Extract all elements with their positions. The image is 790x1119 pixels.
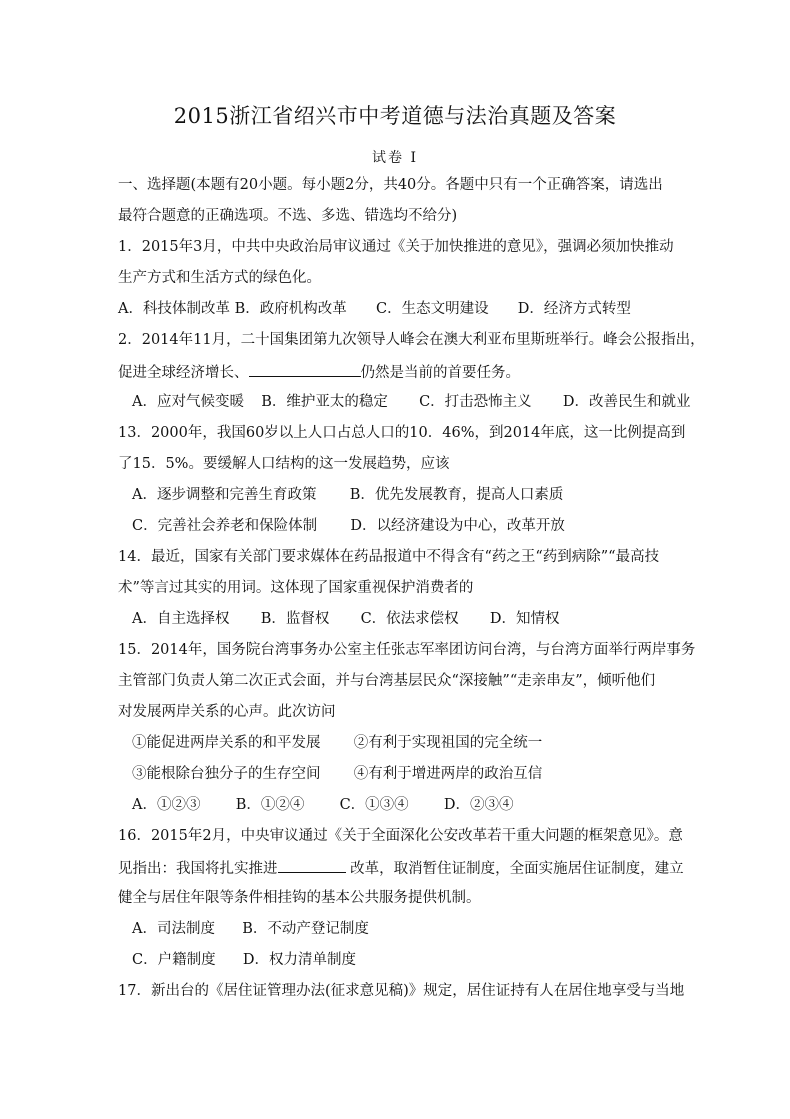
question-2-line-2 bbox=[118, 362, 520, 382]
q13-option-b: B．优先发展教育，提高人口素质 bbox=[349, 487, 564, 503]
question-13-line-1: 13．2000年，我国60岁以上人口占总人口的10．46%，到2014年底，这一比例提高到 bbox=[118, 425, 686, 441]
q15-option-c: C．①③④ bbox=[339, 797, 409, 813]
q1-option-a: A．科技体制改革 bbox=[118, 301, 230, 317]
q16-option-a: A．司法制度 bbox=[132, 921, 215, 937]
q15-option-b: B．①②④ bbox=[235, 797, 305, 813]
question-15-options bbox=[132, 796, 514, 814]
q2-option-a: A．应对气候变暖 bbox=[132, 394, 244, 410]
question-16-line-2 bbox=[118, 858, 684, 878]
question-2-line-1: 2．2014年11月，二十国集团第九次领导人峰会在澳大利亚布里斯班举行。峰会公报指出， bbox=[118, 332, 705, 348]
question-1-line-2: 生产方式和生活方式的绿色化。 bbox=[118, 270, 321, 286]
q1-option-c: C．生态文明建设 bbox=[375, 301, 489, 317]
question-17-line-1: 17．新出台的《居住证管理办法(征求意见稿)》规定，居住证持有人在居住地享受与当地 bbox=[118, 983, 685, 999]
q13-option-a: A．逐步调整和完善生育政策 bbox=[132, 487, 317, 503]
q13-option-d: D．以经济建设为中心，改革开放 bbox=[350, 518, 565, 534]
q2-text-after-blank: 仍然是当前的首要任务。 bbox=[360, 365, 520, 381]
question-15-items-12 bbox=[132, 734, 542, 752]
question-13-options-ab bbox=[132, 486, 563, 504]
q15-item-2: ②有利于实现祖国的完全统一 bbox=[353, 735, 543, 751]
question-15-items-34 bbox=[132, 765, 542, 783]
question-16-line-1: 16．2015年2月，中央审议通过《关于全面深化公安改革若干重大问题的框架意见》。意 bbox=[118, 828, 683, 844]
q16-option-d: D．权力清单制度 bbox=[242, 952, 356, 968]
q13-option-c: C．完善社会养老和保险体制 bbox=[132, 518, 318, 534]
q14-option-d: D．知情权 bbox=[489, 611, 560, 627]
q14-option-b: B．监督权 bbox=[260, 611, 330, 627]
q2-option-c: C．打击恐怖主义 bbox=[419, 394, 532, 410]
q16-option-c: C．户籍制度 bbox=[132, 952, 216, 968]
q2-answer-blank bbox=[249, 362, 361, 377]
section-instructions-line-2: 最符合题意的正确选项。不选、多选、错选均不给分) bbox=[118, 208, 458, 224]
q2-option-b: B．维护亚太的稳定 bbox=[261, 394, 388, 410]
q15-item-1: ①能促进两岸关系的和平发展 bbox=[132, 735, 321, 751]
question-15-line-3: 对发展两岸关系的心声。此次访问 bbox=[118, 704, 336, 720]
question-14-line-1: 14．最近，国家有关部门要求媒体在药品报道中不得含有“药之王“药到病除”“最高技 bbox=[118, 549, 660, 565]
question-15-line-2: 主管部门负责人第二次正式会面，并与台湾基层民众“深接触”“走亲串友”，倾听他们 bbox=[118, 673, 656, 689]
question-15-line-1: 15．2014年，国务院台湾事务办公室主任张志军率团访问台湾，与台湾方面举行两岸事务 bbox=[118, 642, 696, 658]
question-14-options bbox=[132, 610, 560, 628]
q15-option-d: D．②③④ bbox=[443, 797, 514, 813]
question-1-line-1: 1．2015年3月，中共中央政治局审议通过《关于加快推进的意见》，强调必须加快推动 bbox=[118, 239, 674, 255]
q1-option-d: D．经济方式转型 bbox=[517, 301, 631, 317]
paper-subtitle: 试卷 I bbox=[372, 150, 418, 166]
q16-answer-blank bbox=[278, 858, 346, 873]
q15-item-3: ③能根除台独分子的生存空间 bbox=[132, 766, 321, 782]
q2-text-before-blank: 促进全球经济增长、 bbox=[118, 365, 249, 381]
question-16-options-cd bbox=[132, 951, 356, 969]
q14-option-a: A．自主选择权 bbox=[132, 611, 230, 627]
question-2-options bbox=[132, 393, 691, 411]
question-13-line-2: 了15．5%。要缓解人口结构的这一发展趋势，应该 bbox=[118, 456, 450, 472]
page-title: 2015浙江省绍兴市中考道德与法治真题及答案 bbox=[173, 104, 617, 128]
question-16-options-ab bbox=[132, 920, 369, 938]
q1-option-b: B．政府机构改革 bbox=[234, 301, 347, 317]
q16-text-before-blank: 见指出：我国将扎实推进 bbox=[118, 861, 278, 877]
q16-text-after-blank: 改革，取消暂住证制度，全面实施居住证制度，建立 bbox=[345, 861, 684, 877]
question-13-options-cd bbox=[132, 517, 565, 535]
question-14-line-2: 术”等言过其实的用词。这体现了国家重视保护消费者的 bbox=[118, 580, 474, 596]
q15-item-4: ④有利于增进两岸的政治互信 bbox=[353, 766, 543, 782]
section-instructions-line-1: 一、选择题(本题有20小题。每小题2分，共40分。各题中只有一个正确答案，请选出 bbox=[118, 177, 663, 193]
q15-option-a: A．①②③ bbox=[132, 797, 201, 813]
question-1-options bbox=[118, 300, 631, 318]
question-16-line-3: 健全与居住年限等条件相挂钩的基本公共服务提供机制。 bbox=[118, 890, 481, 906]
q14-option-c: C．依法求偿权 bbox=[360, 611, 459, 627]
q2-option-d: D．改善民生和就业 bbox=[562, 394, 691, 410]
q16-option-b: B．不动产登记制度 bbox=[242, 921, 369, 937]
